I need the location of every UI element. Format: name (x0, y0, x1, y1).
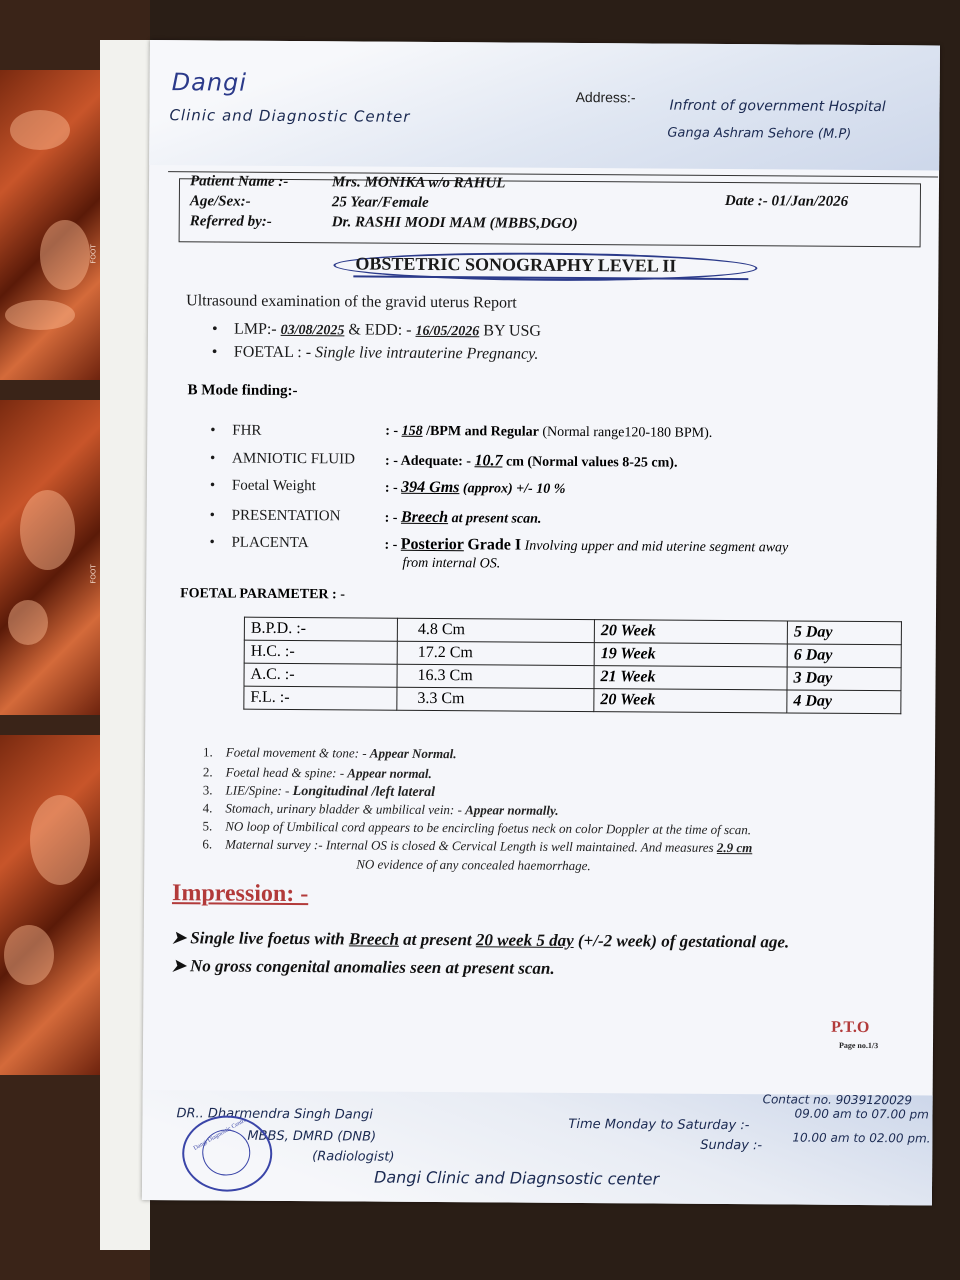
list-text: Stomach, urinary bladder & umbilical vein: - (225, 800, 462, 818)
param-name: B.P.D. :- (244, 617, 397, 641)
list-number: 5. (202, 818, 213, 834)
placenta-continued: from internal OS. (402, 555, 501, 572)
param-name: F.L. :- (244, 686, 397, 710)
foetal-parameter-table (243, 617, 902, 715)
finding-rest: Grade I (467, 536, 522, 554)
address-line-2: Ganga Ashram Sehore (M.P) (667, 125, 852, 142)
finding-label: • FHR (232, 423, 261, 440)
param-name: H.C. :- (244, 640, 397, 664)
footer-center-name: Dangi Clinic and Diagnsostic center (374, 1167, 660, 1189)
report-date: Date :- 01/Jan/2026 (724, 193, 849, 210)
param-size: 4.8 Cm (397, 618, 594, 642)
foetal-line (234, 344, 539, 364)
sunday-hours: 10.00 am to 02.00 pm. (792, 1130, 931, 1146)
referred-label: Referred by:- (189, 213, 272, 230)
ultrasound-image-3 (0, 735, 104, 1075)
finding-note: Involving upper and mid uterine segment away (524, 538, 789, 556)
finding-value: 158 (401, 423, 423, 439)
finding-sep: : - (385, 423, 399, 439)
finding-value-row (385, 452, 678, 472)
finding-label: • AMNIOTIC FLUID (232, 451, 355, 469)
report-title: OBSTETRIC SONOGRAPHY LEVEL II (355, 253, 677, 276)
doctor-role: (Radiologist) (312, 1149, 395, 1165)
edd-label: & EDD: - (348, 321, 412, 339)
list-emphasis: Appear normally. (465, 802, 559, 818)
param-week: 20 Week (594, 689, 787, 713)
hours-label: Time Monday to Saturday :- (568, 1116, 750, 1134)
finding-rest: at present scan. (451, 511, 542, 527)
finding-value-row (385, 509, 542, 528)
param-name: A.C. :- (244, 663, 397, 687)
list-item (202, 818, 751, 838)
finding-sep: : - Adequate: - (385, 453, 472, 470)
foetal-value: Single live intrauterine Pregnancy. (314, 344, 539, 363)
finding-value-row (385, 424, 712, 442)
impression-age: 20 week 5 day (475, 930, 574, 950)
impression-text: Single live foetus with (190, 928, 345, 949)
list-text: Foetal head & spine: - (225, 764, 345, 781)
list-emphasis: Appear normal. (347, 765, 432, 781)
impression-text: (+/-2 week) of gestational age. (577, 931, 790, 952)
list-text: LIE/Spine: - (225, 782, 290, 798)
pto-label: P.T.O (831, 1018, 870, 1037)
param-week: 21 Week (594, 666, 787, 690)
address-line-1: Infront of government Hospital (669, 97, 886, 116)
contact-number: Contact no. 9039120029 (762, 1092, 913, 1108)
address-label: Address:- (575, 88, 636, 106)
list-number: 6. (202, 836, 213, 852)
referred-by: Dr. RASHI MODI MAM (MBBS,DGO) (331, 214, 578, 232)
finding-value-row (385, 479, 566, 498)
list-number: 2. (202, 764, 213, 780)
lmp-label: LMP:- (233, 320, 277, 338)
finding-label: • Foetal Weight (232, 478, 316, 496)
intro-text: Ultrasound examination of the gravid uterus Report (186, 292, 517, 312)
finding-value-row (384, 536, 788, 557)
param-week: 19 Week (594, 643, 787, 667)
patient-age: 25 Year/Female (331, 194, 429, 211)
clinic-brand: Dangi (171, 68, 248, 97)
doctor-degree: MBBS, DMRD (DNB) (247, 1128, 377, 1145)
table-row (244, 686, 901, 714)
list-item (203, 782, 435, 801)
list-number: 3. (202, 782, 213, 798)
report-title-badge (333, 251, 753, 282)
ultrasound-image-2 (0, 400, 104, 715)
edd-value: 16/05/2026 (415, 323, 480, 340)
impression-item (171, 956, 554, 979)
finding-label: • PRESENTATION (232, 508, 341, 526)
clinic-stamp (182, 1115, 273, 1192)
edd-suffix: BY USG (483, 322, 542, 340)
param-day: 4 Day (787, 690, 901, 714)
note-continued: NO evidence of any concealed haemorrhage. (356, 856, 591, 874)
stamp-text: Dangi Diagnostic Centre (192, 1117, 248, 1152)
list-item (203, 744, 457, 762)
impression-item (172, 928, 790, 952)
finding-value: Breech (400, 508, 449, 527)
foetal-label: FOETAL : - (233, 343, 312, 362)
list-number: 4. (202, 800, 213, 816)
param-day: 3 Day (787, 667, 901, 691)
list-text: Foetal movement & tone: - (225, 744, 367, 761)
finding-note: (Normal range120-180 BPM). (542, 424, 713, 441)
param-week: 20 Week (594, 620, 787, 644)
list-emphasis: 2.9 cm (716, 839, 753, 856)
finding-value: 10.7 (474, 452, 503, 470)
foot-label: FOOT (89, 564, 98, 584)
list-item (203, 764, 432, 782)
list-emphasis: Appear Normal. (369, 745, 457, 762)
finding-rest: (approx) +/- 10 % (462, 481, 566, 497)
lmp-value: 03/08/2025 (280, 322, 345, 339)
finding-sep: : - (384, 510, 398, 526)
foetal-parameter-heading: FOETAL PARAMETER : - (180, 586, 345, 603)
finding-rest: /BPM and Regular (426, 423, 539, 440)
impression-text: at present (403, 929, 472, 950)
list-emphasis: Longitudinal /left lateral (292, 784, 436, 801)
finding-label: • PLACENTA (231, 535, 308, 553)
list-item (203, 800, 559, 818)
page-number: Page no.1/3 (838, 1040, 879, 1051)
list-text: Maternal survey :- Internal OS is closed & Cervical Length is well maintained. And measures (225, 836, 714, 855)
patient-box (179, 173, 921, 247)
list-text: NO loop of Umbilical cord appears to be encircling foetus neck on color Doppler at the time of scan. (225, 818, 752, 838)
ultrasound-image-1 (0, 70, 104, 380)
param-size: 16.3 Cm (397, 664, 594, 688)
doctor-name: DR.. Dharmendra Singh Dangi (176, 1106, 373, 1123)
patient-name-label: Patient Name :- (189, 173, 289, 190)
param-day: 6 Day (787, 644, 901, 668)
param-day: 5 Day (787, 621, 901, 645)
impression-presentation: Breech (348, 929, 400, 949)
clinic-subtitle: Clinic and Diagnostic Center (169, 106, 411, 126)
foot-label: FOOT (89, 244, 98, 264)
finding-sep: : - (384, 480, 398, 496)
list-item (202, 836, 752, 856)
bmode-heading: B Mode finding:- (187, 382, 298, 400)
arrow-icon: ➤ (171, 956, 186, 976)
lmp-line (234, 321, 541, 341)
report-page (142, 40, 940, 1205)
finding-value: 394 Gms (401, 478, 460, 497)
patient-name: Mrs. MONIKA w/o RAHUL (331, 174, 506, 192)
impression-text: No gross congenital anomalies seen at present scan. (189, 956, 555, 978)
param-size: 3.3 Cm (397, 687, 594, 711)
impression-heading: Impression: - (171, 880, 309, 908)
finding-value: Posterior (400, 535, 464, 554)
param-size: 17.2 Cm (397, 641, 594, 665)
age-label: Age/Sex:- (189, 193, 251, 210)
finding-note: (Normal values 8-25 cm). (527, 454, 678, 471)
list-number: 1. (202, 744, 213, 760)
finding-rest: cm (505, 454, 524, 470)
arrow-icon: ➤ (171, 928, 187, 948)
finding-sep: : - (384, 537, 398, 553)
sunday-label: Sunday :- (700, 1137, 763, 1154)
weekday-hours: 09.00 am to 07.00 pm (794, 1106, 929, 1122)
